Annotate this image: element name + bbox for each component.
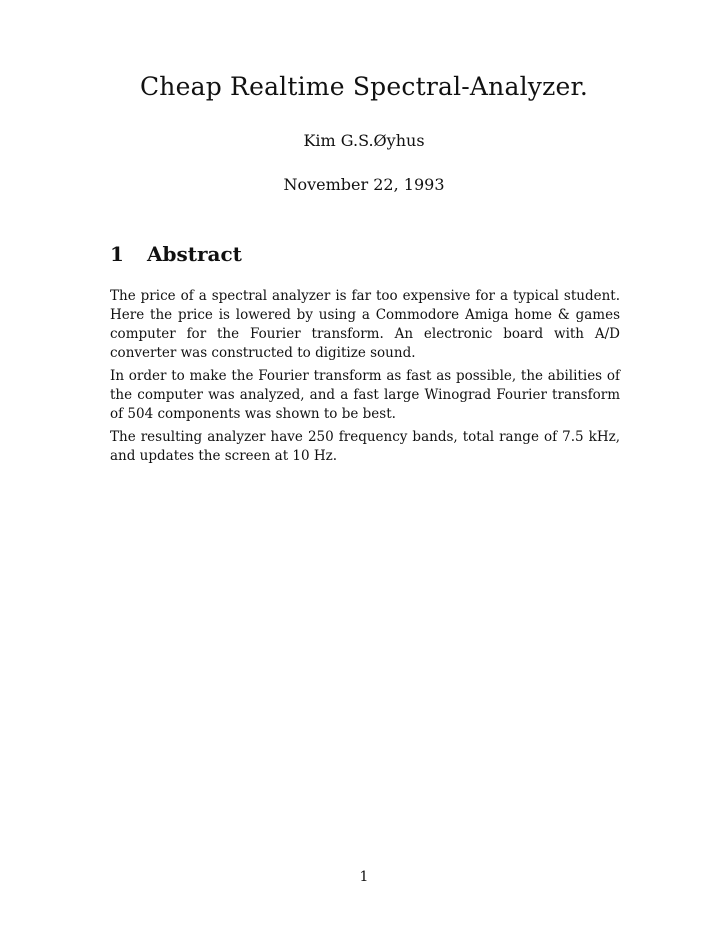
publication-date: November 22, 1993 [283,175,445,194]
abstract-body [110,287,620,470]
section-number: 1 [110,242,124,266]
section-heading-abstract [110,242,242,266]
author-name: Kim G.S.Øyhus [303,131,425,150]
paper-title: Cheap Realtime Spectral-Analyzer. [139,72,589,101]
page-number: 1 [359,869,369,885]
abstract-paragraph-3: The resulting analyzer have 250 frequency bands, total range of 7.5 kHz, and updates the screen at 10 Hz. [110,429,620,464]
section-title: Abstract [147,242,242,266]
abstract-paragraph-1: The price of a spectral analyzer is far too expensive for a typical student. Here the price is lowered by using a Commodore Amiga home & games computer for the Fourier transform. An electronic board with A/D converter was constructed to digitize sound. [110,288,620,361]
abstract-paragraph-2: In order to make the Fourier transform as fast as possible, the abilities of the computer was analyzed, and a fast large Winograd Fourier transform of 504 components was shown to be best. [110,368,620,422]
